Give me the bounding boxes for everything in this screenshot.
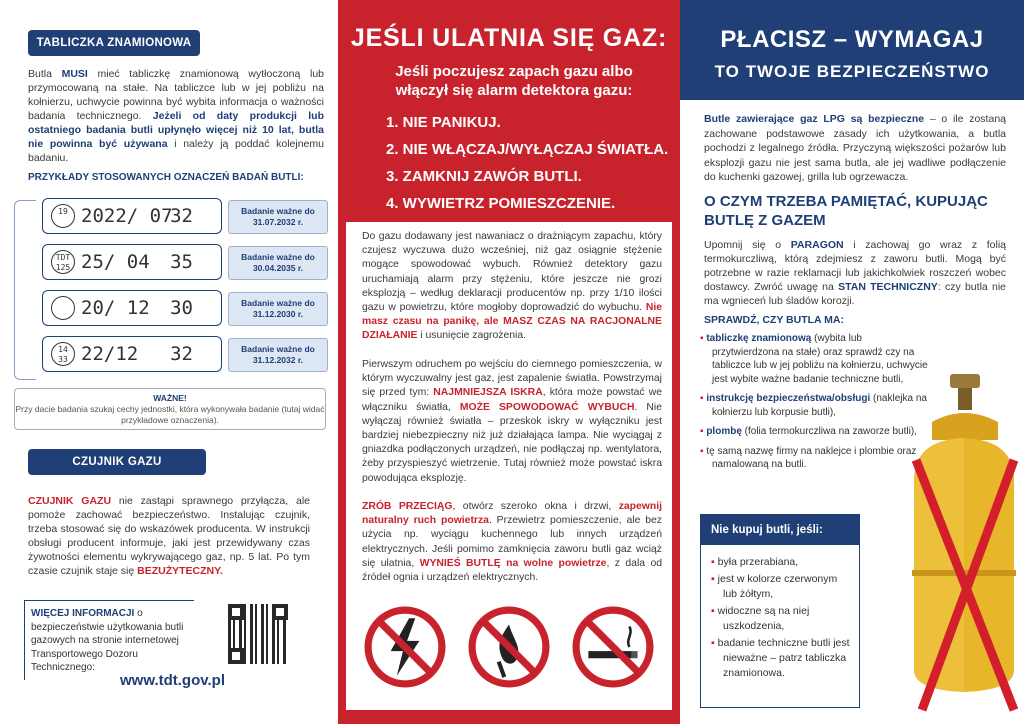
body-paragraph: Pierwszym odruchem po wejściu do ciemnego pomieszczenia, w którym wyczuwalny jest gaz, jest zapalenie światła. Powstrzymaj się przed tym: NAJMNIEJSZA ISKRA, która może powstać we włączniku światła, MOŻE SPOWODOWAĆ WYBUCH. Nie wyłączaj również światła – przeskok iskry w wyłączniku jest bardziej niebezpieczny niż już działająca lampa. Nie wyciągaj z gniazdka podłączonych urządzeń, nie podłączaj np. wentylatora, żeby przyspieszyć wietrzenie. Tutaj również może powstać iskra powodująca eksplozję.	[362, 359, 663, 484]
plate-heading: TABLICZKA ZNAMIONOWA	[28, 30, 200, 56]
list-item: ▪ instrukcję bezpieczeństwa/obsługi (naklejka na kołnierzu lub korpusie butli),	[700, 393, 927, 418]
step-item: 4. WYWIETRZ POMIESZCZENIE.	[386, 195, 616, 212]
right-subtitle: TO TWOJE BEZPIECZEŃSTWO	[714, 62, 990, 81]
tdt-url[interactable]: www.tdt.gov.pl	[120, 672, 225, 689]
left-column	[0, 0, 338, 724]
step-item: 2. NIE WŁĄCZAJ/WYŁĄCZAJ ŚWIATŁA.	[386, 141, 669, 158]
list-item: ▪ tabliczkę znamionową (wybita lub przytwierdzona na stałe) oraz sprawdź czy na tabliczce lub w jej pobliżu na kołnierzu, uchwycie jest wybite ważne badanie techniczne butli,	[700, 333, 928, 385]
list-item: ▪ jest w kolorze czerwonym lub żółtym,	[711, 573, 838, 600]
step-item: 3. ZAMKNIJ ZAWÓR BUTLI.	[386, 168, 582, 185]
middle-title: JEŚLI ULATNIA SIĘ GAZ:	[350, 24, 668, 52]
list-item: ▪ badanie techniczne butli jest nieważne – patrz tabliczka znamionowa.	[711, 637, 850, 679]
list-item: ▪ plombę (folia termokurczliwa na zaworze butli),	[700, 426, 917, 437]
stamp-note: Badanie ważne do 31.12.2032 r.	[228, 338, 328, 372]
sensor-text: CZUJNIK GAZU nie zastąpi sprawnego przyłącza, ale pomoże zachować bezpieczeństwo. Instalując czujnik, trzeba stosować się do wskazówek producenta. W instrukcji obsługi producent informuje, jaki jest przewidywany czas żywotności elementu wykrywającego gaz, np. 5 lat. Po tym czasie czujnik staje się BEZUŻYTECZNY.	[28, 495, 311, 577]
do-not-buy-box	[700, 514, 860, 708]
stamp-note: Badanie ważne do 31.07.2032 r.	[228, 200, 328, 234]
stamp-note: Badanie ważne do 31.12.2030 r.	[228, 292, 328, 326]
do-not-buy-title: Nie kupuj butli, jeśli:	[701, 515, 859, 545]
qr-code	[228, 604, 288, 664]
stamp-row: TDT 125 25/ 04 35	[42, 244, 222, 280]
right-subheading: O CZYM TRZEBA PAMIĘTAĆ, KUPUJĄC BUTLĘ Z GAZEM	[704, 193, 988, 229]
middle-subtitle: Jeśli poczujesz zapach gazu albo włączył się alarm detektora gazu:	[395, 63, 633, 99]
body-paragraph: Do gazu dodawany jest nawaniacz o drażniącym zapachu, który czujesz wyczuwa dużo wcześniej, niż gaz osiągnie stężenie mogące spowodować wybuch. Również detektory gazu uruchamiają alarm przy stężeniu, które jeszcze nie grozi eksplozją – według deklaracji producentów np. przy 1/10 ilości gazu w powietrzu, które mogłoby doprowadzić do wybuchu. Nie masz czasu na panikę, ale MASZ CZAS NA RACJONALNE DZIAŁANIE i usunięcie zagrożenia.	[362, 231, 662, 342]
list-item: ▪ widoczne są na niej uszkodzenia,	[711, 605, 810, 632]
list-item: ▪ była przerabiana,	[711, 556, 799, 568]
no-electric-icon	[364, 606, 446, 688]
sensor-heading: CZUJNIK GAZU	[28, 449, 206, 475]
right-header	[680, 0, 1024, 100]
stamp-row: 14 33 22/12 32	[42, 336, 222, 372]
more-info: WIĘCEJ INFORMACJI o bezpieczeństwie użytkowania butli gazowych na stronie internetowej Transportowego Dozoru Technicznego:	[24, 600, 194, 680]
check-heading: SPRAWDŹ, CZY BUTLA MA:	[704, 314, 844, 326]
no-fire-icon	[468, 606, 550, 688]
examples-heading: PRZYKŁADY STOSOWANYCH OZNACZEŃ BADAŃ BUTLI:	[28, 172, 304, 183]
right-intro: Butle zawierające gaz LPG są bezpieczne – o ile zostaną zachowane podstawowe zasady ich użytkowania, a butla pochodzi z legalnego źródła. Przyczyną większości pożarów lub eksplozji gazu nie jest sama butla, ale jej wadliwe podłączenie do kuchenki gazowej, grilla lub ogrzewacza.	[704, 113, 1006, 183]
gas-cylinder-illustration	[902, 370, 1024, 720]
no-smoking-icon	[572, 606, 654, 688]
step-item: 1. NIE PANIKUJ.	[386, 114, 501, 131]
right-title: PŁACISZ – WYMAGAJ	[720, 26, 984, 53]
check-list	[700, 332, 930, 478]
body-paragraph: ZRÓB PRZECIĄG, otwórz szeroko okna i drzwi, zapewnij naturalny ruch powietrza. Przewietrz pomieszczenie, ale bez użycia np. wyciągu kuchennego lub innych urządzeń elektrycznych. Jeśli pomimo zamknięcia zaworu butli gaz wciąż się ulatnia, WYNIEŚ BUTLĘ na wolne powietrze, z dala od źródeł ognia i urządzeń elektrycznych.	[362, 501, 663, 584]
warning-box: WAŻNE! Przy dacie badania szukaj cechy jednostki, która wykonywała badanie (tutaj widać przykładowe oznaczenia).	[14, 388, 326, 430]
steps-list	[386, 114, 668, 222]
right-paragraph: Upomnij się o PARAGON i zachowaj go wraz z folią termokurczliwą, którą zdejmiesz z zaworu butli. Mogą być potrzebne w razie reklamacji lub jakichkolwiek roszczeń wobec dostawcy. Zwróć uwagę na STAN TECHNICZNY: czy butla nie ma wgnieceń lub śladów korozji.	[704, 239, 1006, 307]
stamp-note: Badanie ważne do 30.04.2035 r.	[228, 246, 328, 280]
list-item: ▪ tę samą nazwę firmy na naklejce i plombie oraz namalowaną na butli.	[700, 445, 917, 470]
plate-text: Butla MUSI mieć tabliczkę znamionową wytłoczoną lub przymocowaną na stałe. Na tabliczce lub w jej pobliżu na kołnierzu, uchwycie powinna być wybita informacja o ważności badania technicznego. Jeżeli od daty produkcji lub ostatniego badania butli upłynęło więcej niż 10 lat, butla nie powinna być używana i należy ją poddać kolejnemu badaniu.	[28, 68, 324, 164]
stamp-row: 19 2022/ 07 32	[42, 198, 222, 234]
stamp-row: 20/ 12 30	[42, 290, 222, 326]
stamps-bracket	[14, 200, 36, 380]
